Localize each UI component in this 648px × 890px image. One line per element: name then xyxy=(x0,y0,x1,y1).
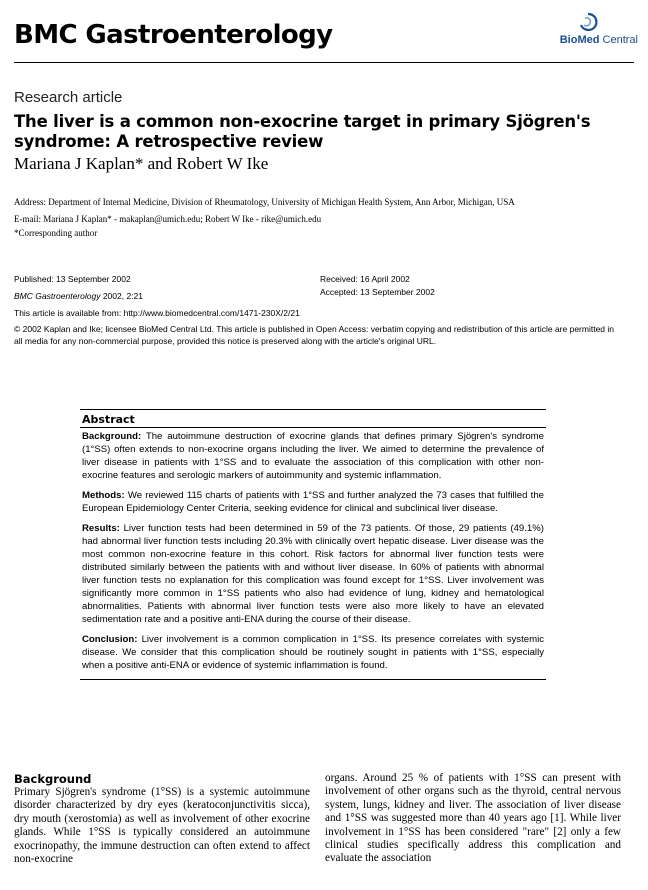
copyright-notice: © 2002 Kaplan and Ike; licensee BioMed Central Ltd. This article is published in Open Access: verbatim copying and redistribution of this article are permitted in all media for any non-commercial purpose, provided this notice is preserved along with the article's original URL. xyxy=(14,324,615,346)
corresponding-note: *Corresponding author xyxy=(14,228,98,238)
abstract-bottom-rule xyxy=(80,679,546,680)
abstract-label: Conclusion: xyxy=(82,634,138,645)
article-title: The liver is a common non-exocrine target in primary Sjögren's syndrome: A retrospective review xyxy=(14,112,591,151)
abstract-methods xyxy=(82,489,544,515)
abstract-text: Liver involvement is a common complication in 1°SS. Its presence correlates with systemic disease. We consider that this complication should be routinely sought in patients with 1°SS, especially when a positive anti-ENA or evidence of systemic inflammation is found. xyxy=(82,634,544,671)
abstract-heading-rule xyxy=(80,427,546,428)
citation-journal: BMC Gastroenterology xyxy=(14,291,101,301)
abstract-conclusion xyxy=(82,633,544,672)
body-column-right xyxy=(325,772,621,866)
abstract-background xyxy=(82,430,544,482)
abstract-text: The autoimmune destruction of exocrine glands that defines primary Sjögren's syndrome (1°SS) often extends to non-exocrine organs including the liver. We aimed to determine the prevalence of liver disease in patients with 1°SS and to evaluate the association of this complication with other non-exocrine features and serologic markers of autoimmunity and systemic inflammation. xyxy=(82,431,544,481)
journal-title: BMC Gastroenterology xyxy=(14,20,333,50)
accepted-date: Accepted: 13 September 2002 xyxy=(320,287,435,297)
section-heading-background: Background xyxy=(14,772,92,786)
abstract-heading: Abstract xyxy=(82,413,135,426)
abstract-box xyxy=(80,409,546,680)
publisher-logo[interactable] xyxy=(548,12,638,52)
abstract-label: Results: xyxy=(82,523,120,534)
publisher-name xyxy=(560,34,638,46)
abstract-text: We reviewed 115 charts of patients with 1°SS and further analyzed the 73 cases that fulfilled the European Epidemiology Center Criteria, seeking evidence for clinical and subclinical liver disease. xyxy=(82,490,544,514)
received-date: Received: 16 April 2002 xyxy=(320,274,410,284)
abstract-results xyxy=(82,522,544,626)
abstract-label: Background: xyxy=(82,431,142,442)
article-url[interactable]: This article is available from: http://www.biomedcentral.com/1471-230X/2/21 xyxy=(14,308,300,318)
abstract-label: Methods: xyxy=(82,490,125,501)
body-column-left xyxy=(14,772,310,866)
authors: Mariana J Kaplan* and Robert W Ike xyxy=(14,154,269,173)
biomed-central-logo-icon xyxy=(578,12,598,32)
publisher-name-plain: Central xyxy=(599,34,638,46)
citation xyxy=(14,290,143,302)
body-paragraph: organs. Around 25 % of patients with 1°SS can present with involvement of other organs such as the thyroid, central nervous system, lungs, kidney and liver. The association of liver disease and 1°SS was suggested more than 40 years ago [1]. While liver involvement in 1°SS has been considered "rare" [2] only a few clinical studies specifically address this complication and evaluate the association xyxy=(325,772,621,865)
abstract-text: Liver function tests had been determined in 59 of the 73 patients. Of those, 29 patients (49.1%) had abnormal liver function tests including 20.3% with clinically overt hepatic disease. Liver disease was the most common non-exocrine feature in this cohort. Risk factors for abnormal liver function tests were distributed similarly between the patients with and without liver disease. In 60% of patients with abnormal liver function tests no explanation for this complication was found except for 1°SS. Liver involvement was significantly more common in 1°SS patients who also had evidence of lung, kidney and hematological abnormalities. Patients with abnormal liver function tests were also more likely to have an elevated sedimentation rate and a positive anti-ENA during the course of their disease. xyxy=(82,523,544,625)
header-divider xyxy=(14,62,634,63)
abstract-top-rule xyxy=(80,409,546,410)
citation-volume: 2002, 2:21 xyxy=(100,291,143,301)
published-date: Published: 13 September 2002 xyxy=(14,274,131,284)
author-emails[interactable]: E-mail: Mariana J Kaplan* - makaplan@umich.edu; Robert W Ike - rike@umich.edu xyxy=(14,214,322,224)
publisher-name-bold: BioMed xyxy=(559,34,600,46)
body-paragraph: Primary Sjögren's syndrome (1°SS) is a systemic autoimmune disorder characterized by dry eyes (keratoconjunctivitis sicca), dry mouth (xerostomia) as well as involvement of other exocrine glands. While 1°SS is typically considered an autoimmune exocrinopathy, the immune destruction can often extend to affect non-exocrine xyxy=(14,786,310,866)
article-type: Research article xyxy=(14,89,123,106)
author-address: Address: Department of Internal Medicine, Division of Rheumatology, University of Michigan Health System, Ann Arbor, Michigan, USA xyxy=(14,197,515,207)
